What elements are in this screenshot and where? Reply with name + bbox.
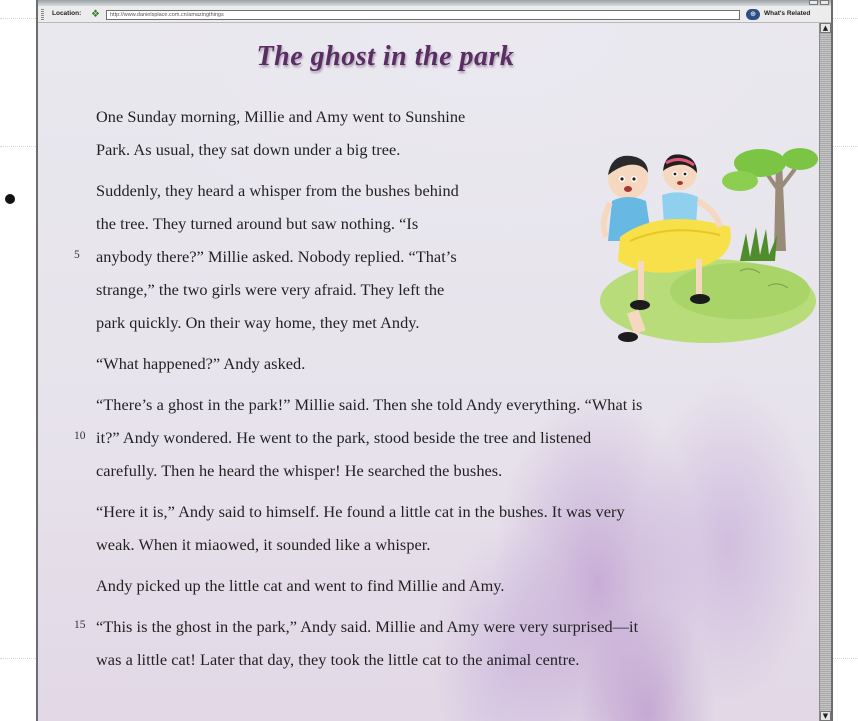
close-button[interactable] [820,0,829,5]
url-field[interactable]: http://www.danielsplace.com.cn/amazingthings [106,10,740,20]
text-line: “There’s a ghost in the park!” Millie said. Then she told Andy everything. “What is [96,395,643,414]
minimize-button[interactable] [809,0,818,5]
text-line: strange,” the two girls were very afraid. They left the [96,280,445,299]
text-line: the tree. They turned around but saw nothing. “Is [96,214,419,233]
text-line: Andy picked up the little cat and went to find Millie and Amy. [96,576,505,595]
text-line: weak. When it miaowed, it sounded like a whisper. [96,535,431,554]
scroll-up-arrow-icon[interactable]: ▲ [820,23,831,33]
location-label: Location: [52,10,82,17]
scroll-track[interactable] [820,33,831,711]
text-line: “Here it is,” Andy said to himself. He found a little cat in the bushes. It was very [96,502,625,521]
scroll-down-arrow-icon[interactable]: ▼ [820,711,831,721]
whats-related-icon[interactable]: ⊕ [746,9,760,20]
browser-window [36,0,833,721]
text-line: carefully. Then he heard the whisper! He searched the bushes. [96,461,503,480]
text-line: “This is the ghost in the park,” Andy said. Millie and Amy were very surprised—it [96,617,639,636]
line-number: 15 [74,619,86,631]
line-number: 10 [74,430,86,442]
toolbar-grip-icon[interactable] [41,9,44,20]
text-line: Park. As usual, they sat down under a big tree. [96,140,401,159]
text-line: One Sunday morning, Millie and Amy went to Sunshine [96,107,466,126]
text-line: anybody there?” Millie asked. Nobody replied. “That’s [96,247,457,266]
vertical-scrollbar[interactable] [819,23,831,721]
whats-related-button[interactable]: What's Related [764,10,811,17]
bullet-dot [5,194,15,204]
page-title: The ghost in the park [256,41,515,72]
text-line: “What happened?” Andy asked. [96,354,306,373]
girls-illustration [590,141,819,346]
text-line: it?” Andy wondered. He went to the park, stood beside the tree and listened [96,428,592,447]
page-content [38,23,819,721]
page-proxy-icon[interactable]: ❖ [91,9,100,20]
line-number: 5 [74,249,80,261]
text-line: was a little cat! Later that day, they took the little cat to the animal centre. [96,650,580,669]
text-line: park quickly. On their way home, they met Andy. [96,313,420,332]
text-line: Suddenly, they heard a whisper from the bushes behind [96,181,459,200]
location-toolbar [38,6,831,23]
